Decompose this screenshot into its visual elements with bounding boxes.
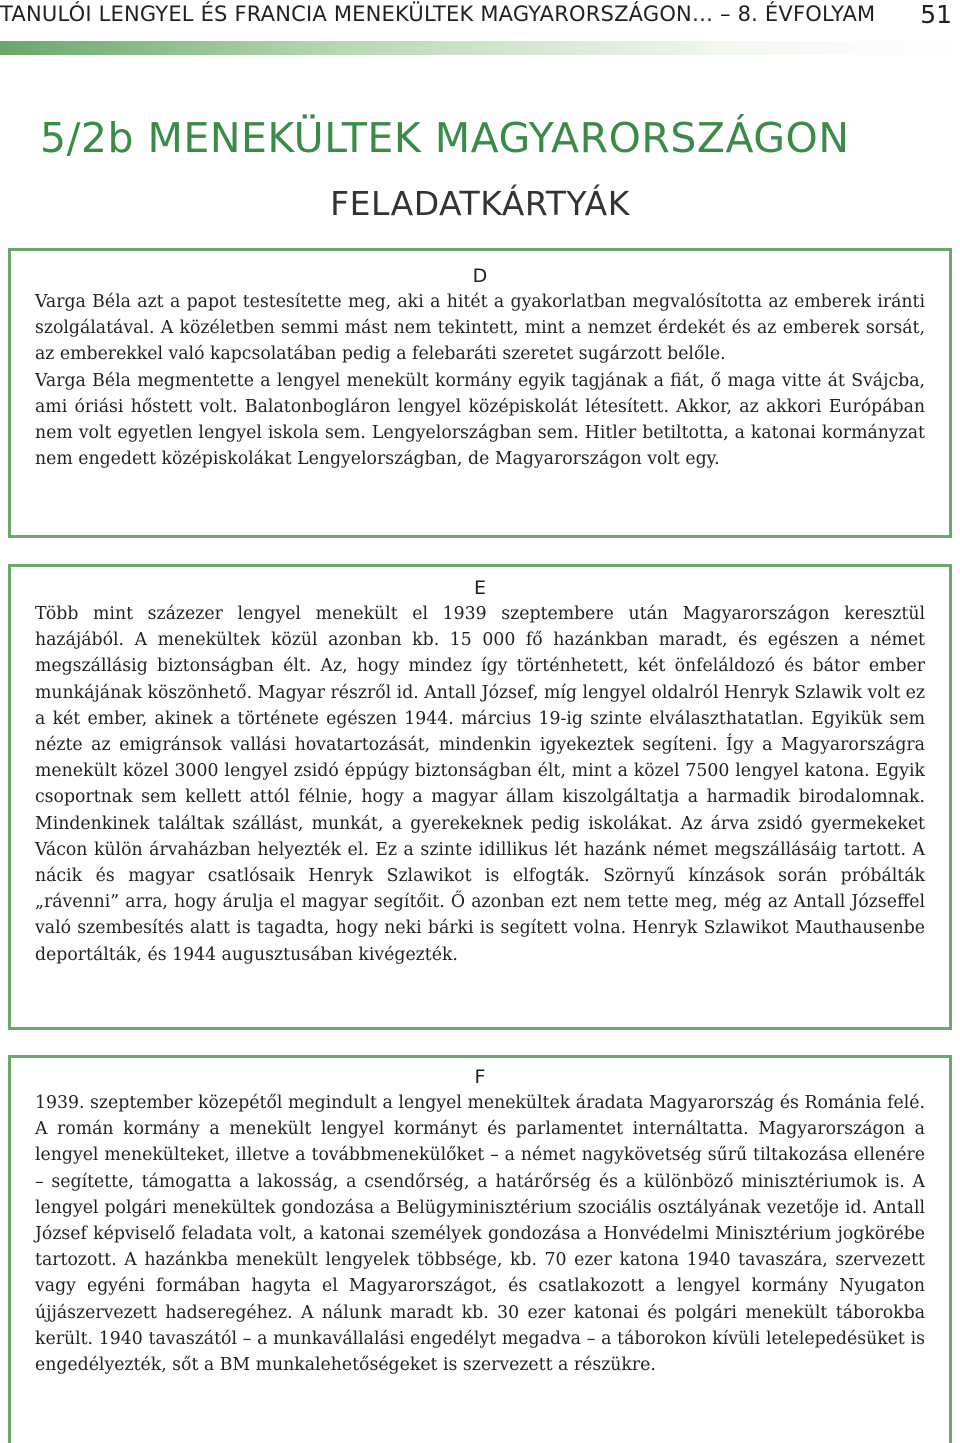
task-card-e [8, 564, 952, 1030]
card-paragraph: Több mint százezer lengyel menekült el 1939 szeptembere után Magyarországon keresztül hazájából. A menekültek közül azonban kb. 15 000 fő hazánkban maradt, és egészen a német megszállásig biztonságban élt. Az, hogy mindez így történhetett, két önfeláldozó és bátor ember munkájának köszönhető. Magyar részről id. Antall József, míg lengyel oldalról Henryk Szlawik volt ez a két ember, akinek a története egészen 1944. március 19-ig szinte elválaszthatatlan. Egyikük sem nézte az emigránsok vallási hovatartozását, mindenkin igyekeztek segíteni. Így a Magyarországra menekült közel 3000 lengyel zsidó éppúgy biztonságban élt, mint a közel 7500 lengyel katona. Egyik csoportnak sem kellett attól félnie, hogy a magyar állam kiszolgáltatja a harmadik birodalomnak. Mindenkinek találtak szállást, munkát, a gyerekeknek pedig iskolákat. Az árva zsidó gyermekeket Vácon külön árvaházban helyezték el. Ez a szinte idillikus lét hazánk német megszállásáig tartott. A nácik és magyar csatlósaik Henryk Szlawikot is elfogták. Szörnyű kínzások során próbálták „rávenni” arra, hogy árulja el magyar segítőit. Ő azonban ezt nem tette meg, még az Antall Józseffel való szembesítés alatt is tagadta, hogy neki bárki is segített volna. Henryk Szlawikot Mauthausenbe deportálták, és 1944 augusztusában kivégezték. [35, 604, 925, 965]
card-paragraph: Varga Béla megmentette a lengyel menekült kormány egyik tagjának a fiát, ő maga vitte át Svájcba, ami óriási hőstett volt. Balatonbogláron lengyel középiskolát létesített. Akkor, az akkori Európában nem volt egyetlen lengyel iskola sem. Lengyelországban sem. Hitler betiltotta, a katonai kormányzat nem engedett középiskolákat Lengyelországban, de Magyarországon volt egy. [35, 370, 925, 470]
card-body [35, 1090, 925, 1378]
header-gradient-rule [0, 41, 960, 55]
card-letter: E [473, 577, 486, 599]
running-header-title: TANULÓI LENGYEL ÉS FRANCIA MENEKÜLTEK MAGYARORSZÁGON… – 8. ÉVFOLYAM [0, 2, 876, 26]
card-body [35, 601, 925, 968]
task-card-d [8, 248, 952, 538]
task-card-f [8, 1055, 952, 1443]
running-header [0, 0, 960, 36]
card-letter: F [474, 1066, 486, 1088]
page-subtitle: FELADATKÁRTYÁK [330, 184, 630, 223]
card-paragraph: 1939. szeptember közepétől megindult a lengyel menekültek áradata Magyarország és Románia felé. A román kormány a menekült lengyel kormányt és parlamentet internáltatta. Magyarországon a lengyel menekülteket, illetve a továbbmenekülőket – a német nagykövetség sűrű tiltakozása ellenére – segítette, támogatta a lakosság, a csendőrség, a határőrség és a különböző minisztériumok is. A lengyel polgári menekültek gondozása a Belügyminisztérium szociális osztályának vezetője id. Antall József képviselő feladata volt, a katonai személyek gondozása a Honvédelmi Minisztérium jogkörébe tartozott. A hazánkba menekült lengyelek többsége, kb. 70 ezer katona 1940 tavaszára, szervezett vagy egyéni formában hagyta el Magyarországot, és csatlakozott a lengyel kormány Nyugaton újjászervezett hadseregéhez. A nálunk maradt kb. 30 ezer katonai és polgári menekült táborokba került. 1940 tavaszától – a munkavállalási engedélyt megadva – a táborokon kívüli letelepedésüket is engedélyezték, sőt a BM munkalehetőségeket is szervezett a részükre. [35, 1093, 925, 1376]
page-number: 51 [920, 0, 952, 29]
card-body [35, 289, 925, 472]
page-title: 5/2b MENEKÜLTEK MAGYARORSZÁGON [40, 114, 850, 162]
card-paragraph: Varga Béla azt a papot testesítette meg, aki a hitét a gyakorlatban megvalósította az emberek iránti szolgálatával. A közéletben semmi mást nem tekintett, mint a nemzet érdekét és az emberek sorsát, az emberekkel való kapcsolatában pedig a felebaráti szeretet sugárzott belőle. [35, 292, 925, 365]
card-letter: D [472, 265, 488, 287]
